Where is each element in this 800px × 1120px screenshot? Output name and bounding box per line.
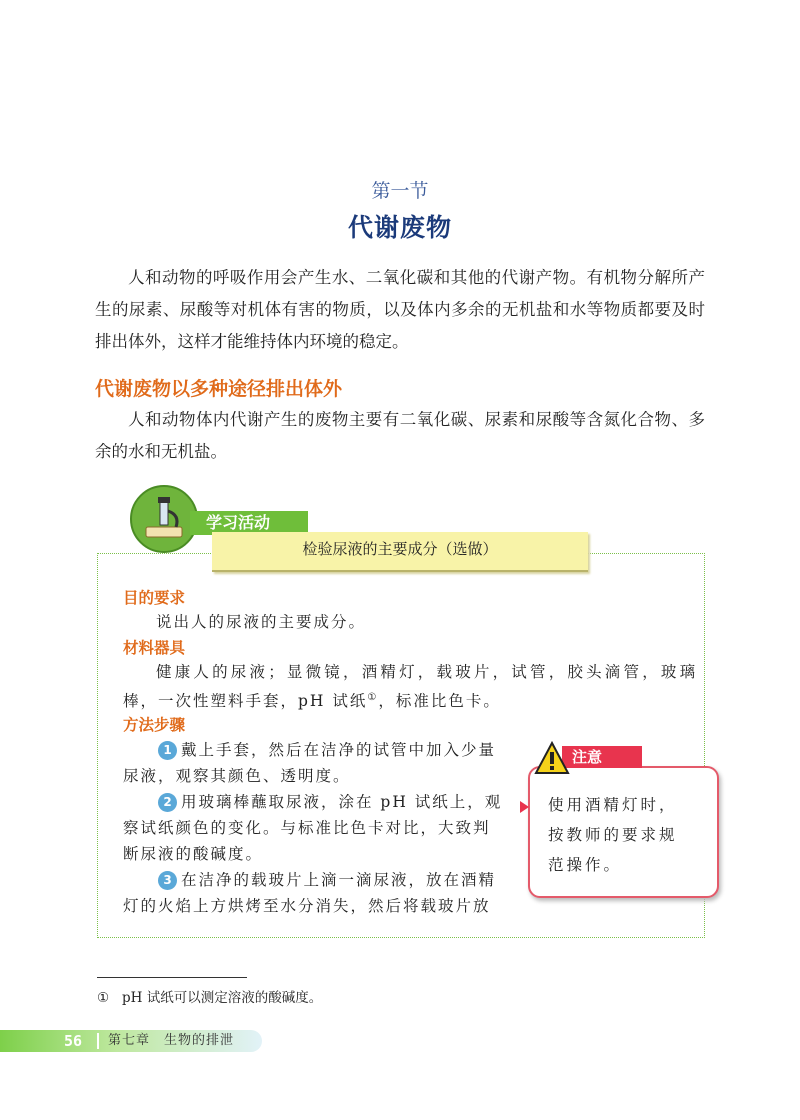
materials-label: 材料器具 xyxy=(123,639,186,657)
footnote-marker: ① xyxy=(97,990,110,1006)
footnote xyxy=(97,986,322,1006)
subsection-text: 人和动物体内代谢产生的废物主要有二氧化碳、尿素和尿酸等含氮化合物、多余的水和无机盐。 xyxy=(95,410,705,461)
activity-tab: 学习活动 xyxy=(190,511,308,535)
note-line-1: 使用酒精灯时， xyxy=(548,796,678,814)
note-line-2: 按教师的要求规 xyxy=(548,826,678,844)
warning-icon xyxy=(534,741,570,775)
step-3-line-2: 灯的火焰上方烘烤至水分消失，然后将载玻片放 xyxy=(123,897,491,915)
step-3-line-1 xyxy=(158,867,496,893)
section-title: 代谢废物 xyxy=(347,213,452,242)
step-3-text-1: 在洁净的载玻片上滴一滴尿液，放在酒精 xyxy=(181,871,497,889)
microscope-icon-graphic xyxy=(132,487,196,551)
page-number: 56 xyxy=(64,1032,83,1050)
steps-label: 方法步骤 xyxy=(123,716,186,734)
step-3-number: 3 xyxy=(158,871,177,890)
goal-text: 说出人的尿液的主要成分。 xyxy=(156,613,367,631)
goal-label: 目的要求 xyxy=(123,589,186,607)
microscope-icon xyxy=(130,485,198,553)
step-1-line-1 xyxy=(158,737,496,763)
subsection-heading: 代谢废物以多种途径排出体外 xyxy=(95,378,343,400)
subsection-paragraph xyxy=(95,404,705,468)
step-1-number: 1 xyxy=(158,741,177,760)
footnote-rule xyxy=(97,977,247,978)
materials-line-1: 健康人的尿液；显微镜，酒精灯，载玻片，试管，胶头滴管，玻璃 xyxy=(156,663,699,681)
step-1-text-1: 戴上手套，然后在洁净的试管中加入少量 xyxy=(181,741,497,759)
step-1-line-2: 尿液，观察其颜色、透明度。 xyxy=(123,767,351,785)
chapter-title: 第七章 生物的排泄 xyxy=(108,1033,235,1048)
note-tab: 注意 xyxy=(562,746,642,768)
materials-line-2 xyxy=(123,685,501,714)
footnote-ref: ① xyxy=(367,692,379,703)
step-2-number: 2 xyxy=(158,793,177,812)
note-arrow-icon xyxy=(520,801,529,813)
warning-triangle xyxy=(534,741,570,775)
note-text xyxy=(548,790,708,880)
intro-paragraph xyxy=(95,262,705,358)
step-2-line-3: 断尿液的酸碱度。 xyxy=(123,845,264,863)
footnote-text: pH 试纸可以测定溶液的酸碱度。 xyxy=(121,990,323,1006)
materials-text: 棒，一次性塑料手套，pH 试纸 xyxy=(123,692,368,711)
section-number: 第一节 xyxy=(371,180,429,202)
step-2-line-2: 察试纸颜色的变化。与标准比色卡对比，大致判 xyxy=(123,819,491,837)
step-2-text-1: 用玻璃棒蘸取尿液，涂在 pH 试纸上，观 xyxy=(181,793,503,811)
footer-separator xyxy=(97,1033,99,1049)
intro-text: 人和动物的呼吸作用会产生水、二氧化碳和其他的代谢产物。有机物分解所产生的尿素、尿酸等对机体有害的物质，以及体内多余的无机盐和水等物质都要及时排出体外，这样才能维持体内环境的稳定。 xyxy=(95,268,705,351)
note-line-3: 范操作。 xyxy=(548,856,623,874)
activity-banner: 检验尿液的主要成分（选做） xyxy=(212,532,588,572)
materials-text-end: ，标准比色卡。 xyxy=(378,692,501,711)
step-2-line-1 xyxy=(158,789,502,815)
